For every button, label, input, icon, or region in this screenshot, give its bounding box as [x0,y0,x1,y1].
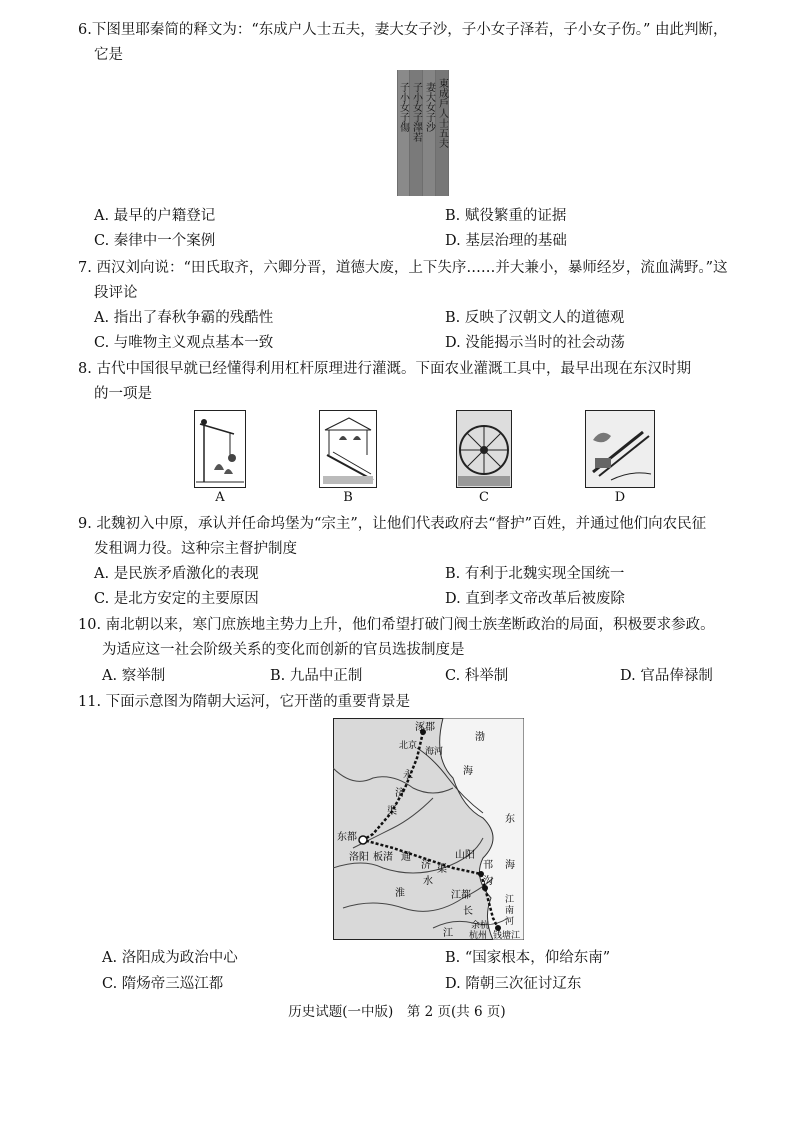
map-label-beijing: 北京 [399,741,418,751]
q11-option-c: C. 隋炀帝三巡江都 [102,976,224,992]
map-label-qu: 渠 [387,806,397,817]
irrigation-tool-b-image [319,410,377,488]
map-label-yong: 永 [403,770,413,781]
q8-caption-d: D [614,490,626,505]
q6-stem-line1: 6.下图里耶秦简的释文为：“东成户人士五夫，妻大女子沙，子小女子泽若，子小女子伤。” 由此判断， [78,22,728,38]
slip-col-3: 妻大女子沙 [423,82,435,132]
q9-option-c: C. 是北方安定的主要原因 [94,591,259,607]
map-label-jiangnan-1: 江 [505,895,515,905]
q8-stem-line1: 8. 古代中国很早就已经懂得利用杠杆原理进行灌溉。下面农业灌溉工具中，最早出现在东汉时期 [78,361,691,377]
map-label-shanyang: 山阳 [455,850,475,861]
q10-option-c: C. 科举制 [445,668,509,684]
slip-col-4: 東成戶人士五夫 [436,78,448,148]
map-label-hai2: 海 [505,860,515,871]
q8-caption-b: B [343,490,353,505]
map-label-luoyang: 洛阳 [349,852,369,863]
slip-col-1: 子小女子傷 [397,82,409,132]
slip-col-2: 子小女子澤若 [410,82,422,142]
q10-option-b: B. 九品中正制 [270,668,363,684]
q9-stem-line2: 发租调力役。这种宗主督护制度 [94,541,297,557]
map-label-qiantang: 钱塘江 [493,931,521,940]
q9-option-b: B. 有利于北魏实现全国统一 [445,566,625,582]
map-label-he: 河 [505,917,515,927]
q11-stem-line1: 11. 下面示意图为隋朝大运河，它开凿的重要背景是 [78,694,411,710]
map-label-hangzhou: 杭州 [469,931,488,940]
q6-option-b: B. 赋役繁重的证据 [445,208,567,224]
map-label-qu2: 渠 [437,864,447,875]
map-label-shui: 水 [423,876,433,887]
q8-caption-a: A [215,490,225,505]
map-label-ji: 济 [395,788,405,799]
q7-option-a: A. 指出了春秋争霸的残酷性 [94,310,274,326]
q6-option-d: D. 基层治理的基础 [445,233,567,249]
sui-grand-canal-map [333,718,524,940]
q8-caption-c: C [479,490,489,505]
q10-option-d: D. 官品俸禄制 [620,668,713,684]
map-label-bo: 渤 [475,732,485,743]
irrigation-tool-d-image [585,410,655,488]
map-label-jiangdu: 江都 [451,890,471,901]
map-label-huai: 淮 [395,888,405,899]
q10-stem-line2: 为适应这一社会阶级关系的变化而创新的官员选拔制度是 [102,642,465,658]
q6-option-a: A. 最早的户籍登记 [94,208,216,224]
q9-option-a: A. 是民族矛盾激化的表现 [94,566,259,582]
map-label-haihe: 海河 [425,747,444,757]
q8-stem-line2: 的一项是 [94,386,152,402]
qin-bamboo-slip-image [397,70,449,196]
q7-stem-line2: 段评论 [94,285,138,301]
map-label-dong: 东 [505,814,515,825]
q11-option-b: B. “国家根本，仰给东南” [445,950,611,966]
map-label-jiang: 江 [443,928,453,939]
q7-option-d: D. 没能揭示当时的社会动荡 [445,335,625,351]
irrigation-tool-a-image [194,410,246,488]
map-label-han: 邗 [483,860,493,871]
page-footer: 历史试题(一中版) 第 2 页(共 6 页) [288,1004,506,1020]
q9-option-d: D. 直到孝文帝改革后被废除 [445,591,625,607]
map-label-jiangnan-2: 南 [505,906,515,916]
map-label-banzhu: 板渚 [373,852,393,863]
irrigation-tool-c-image [456,410,512,488]
q11-option-d: D. 隋朝三次征讨辽东 [445,976,582,992]
q9-stem-line1: 9. 北魏初入中原，承认并任命坞堡为“宗主”，让他们代表政府去“督护”百姓，并通过他们向农民征 [78,516,707,532]
q6-stem-line2: 它是 [94,47,123,63]
q7-option-c: C. 与唯物主义观点基本一致 [94,335,274,351]
q7-stem-line1: 7. 西汉刘向说：“田氏取齐，六卿分晋，道德大废，上下失序……并大兼小，暴师经岁，流血满野。”这 [78,260,728,276]
q7-option-b: B. 反映了汉朝文人的道德观 [445,310,625,326]
q10-stem-line1: 10. 南北朝以来，寒门庶族地主势力上升，他们希望打破门阀士族垄断政治的局面，积极要求参政。 [78,617,715,633]
map-label-dongdu: 东都 [337,832,357,843]
map-label-ji2: 济 [421,860,431,871]
q6-option-c: C. 秦律中一个案例 [94,233,216,249]
map-label-chang: 长 [463,906,473,917]
map-label-gou: 沟 [483,876,493,887]
map-label-tong: 通 [401,852,411,863]
q11-option-a: A. 洛阳成为政治中心 [102,950,238,966]
q10-option-a: A. 察举制 [102,668,166,684]
map-label-hai: 海 [463,766,473,777]
map-label-zhuojun: 涿郡 [415,722,435,733]
map-label-yuhang: 余杭 [471,921,490,931]
